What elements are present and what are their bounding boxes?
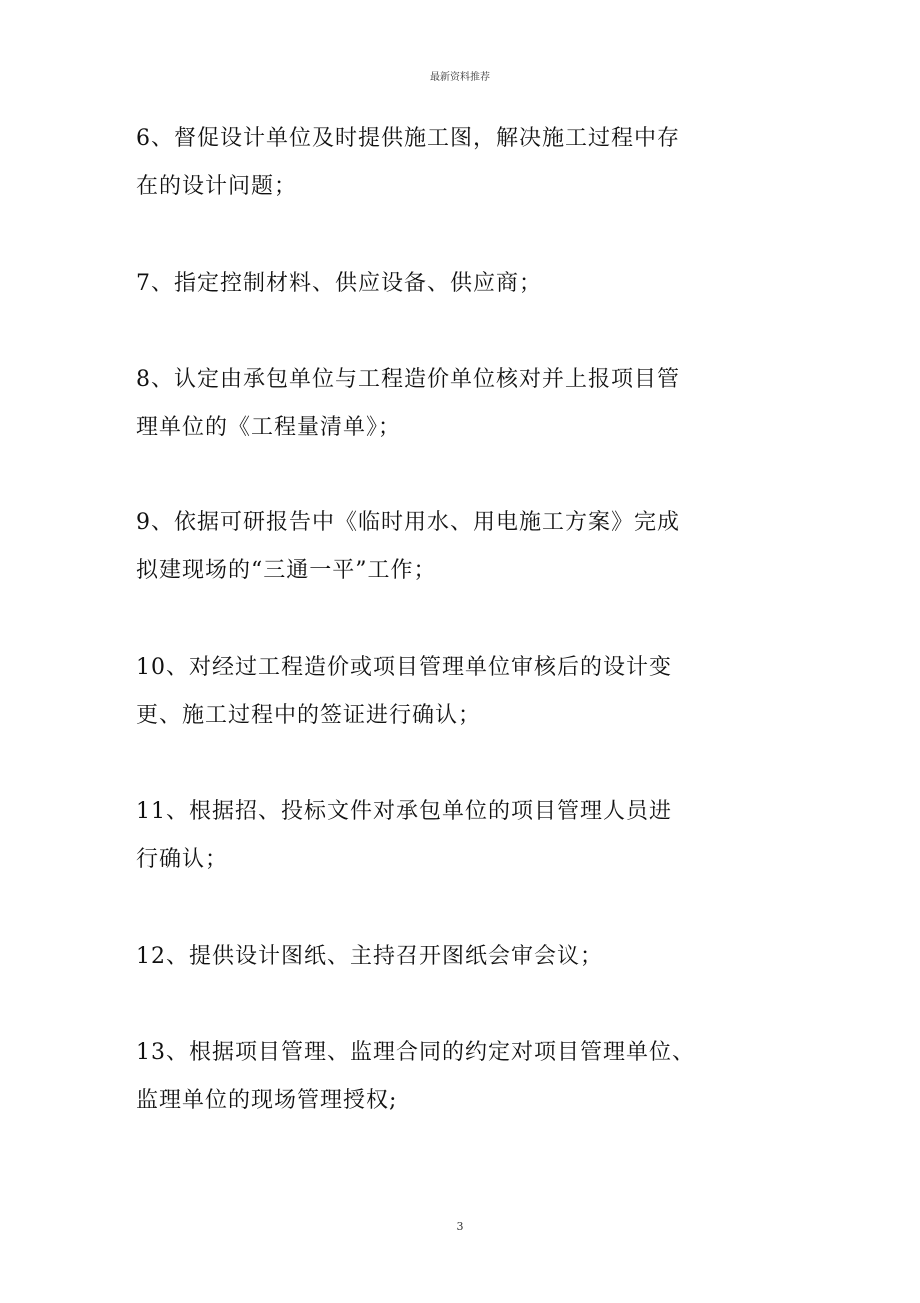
list-item-6 (136, 115, 696, 211)
list-item-11 (136, 788, 696, 884)
list-item-line: 12、提供设计图纸、主持召开图纸会审会议； (136, 944, 603, 969)
list-item-line: 在的设计问题； (136, 174, 298, 199)
list-item-line: 拟建现场的“三通一平”工作； (136, 558, 437, 583)
list-item-line: 9、依据可研报告中《临时用水、用电施工方案》完成 (136, 510, 680, 535)
list-item-line: 10、对经过工程造价或项目管理单位审核后的设计变 (136, 655, 672, 680)
list-item-line: 7、指定控制材料、供应设备、供应商； (136, 271, 542, 296)
list-item-line: 监理单位的现场管理授权; (136, 1088, 398, 1113)
list-item-line: 6、督促设计单位及时提供施工图，解决施工过程中存 (136, 126, 680, 151)
list-item-line: 理单位的《工程量清单》； (136, 415, 402, 440)
list-item-7 (136, 260, 696, 308)
page-header: 最新资料推荐 (430, 72, 490, 83)
list-item-9 (136, 499, 696, 595)
list-item-10 (136, 644, 696, 740)
list-item-line: 13、根据项目管理、监理合同的约定对项目管理单位、 (136, 1040, 695, 1065)
list-item-12 (136, 933, 696, 981)
list-item-line: 行确认； (136, 847, 229, 872)
list-item-line: 11、根据招、投标文件对承包单位的项目管理人员进 (136, 799, 672, 824)
page-number: 3 (456, 1220, 464, 1233)
list-item-line: 更、施工过程中的签证进行确认； (136, 703, 482, 728)
list-item-13 (136, 1029, 696, 1125)
list-item-line: 8、认定由承包单位与工程造价单位核对并上报项目管 (136, 367, 680, 392)
list-item-8 (136, 356, 696, 452)
